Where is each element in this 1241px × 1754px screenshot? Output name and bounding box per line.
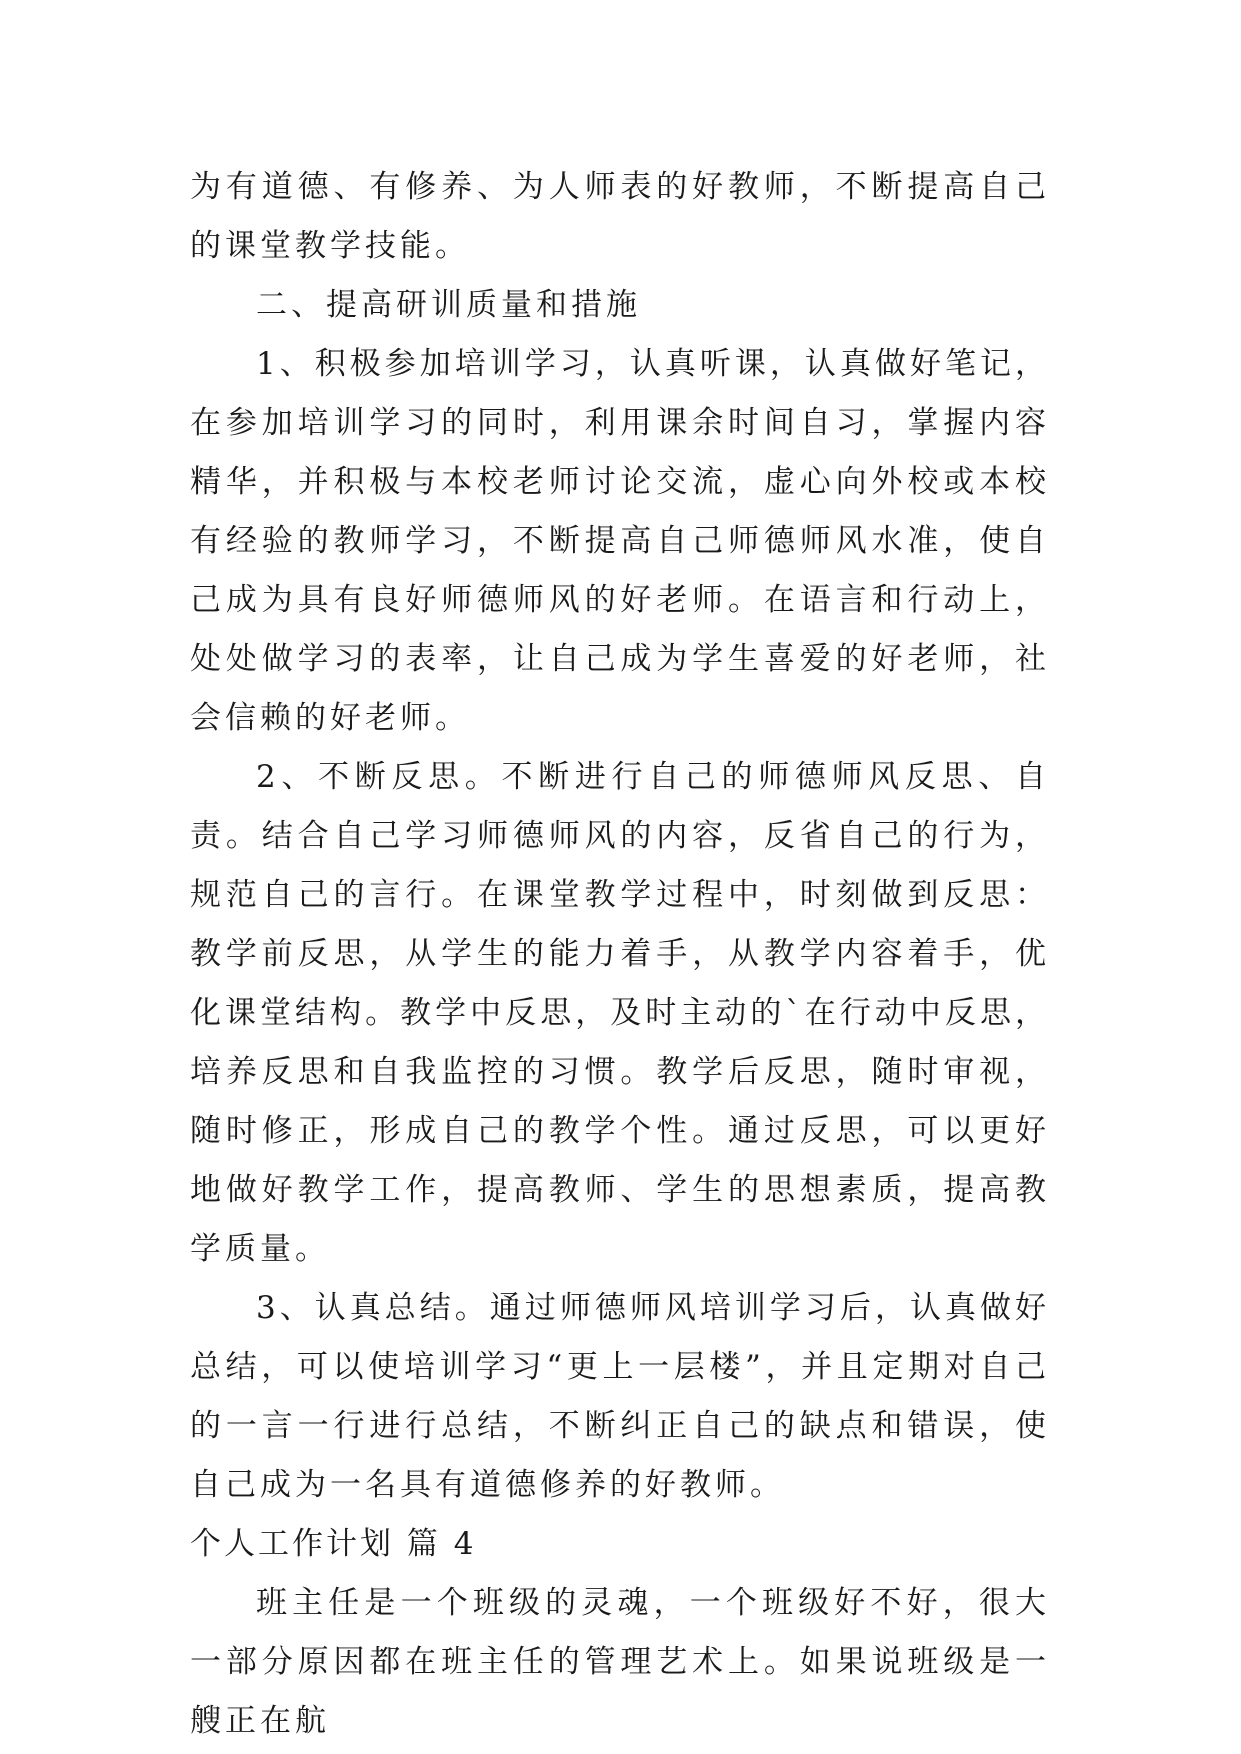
paragraph-intro-continuation: 为有道德、有修养、为人师表的好教师，不断提高自己的课堂教学技能。 [190, 169, 1050, 264]
paragraph-item-2: 2、不断反思。不断进行自己的师德师风反思、自责。结合自己学习师德师风的内容，反省自己的行为，规范自己的言行。在课堂教学过程中，时刻做到反思：教学前反思，从学生的能力着手，从教学内容着手，优化课堂结构。教学中反思，及时主动的`在行动中反思，培养反思和自我监控的习惯。教学后反思，随时审视，随时修正，形成自己的教学个性。通过反思，可以更好地做好教学工作，提高教师、学生的思想素质，提高教学质量。 [190, 759, 1050, 1267]
section-heading: 个人工作计划 篇 4 [190, 1526, 477, 1562]
section-subheading: 二、提高研训质量和措施 [256, 287, 641, 323]
paragraph-closing: 班主任是一个班级的灵魂，一个班级好不好，很大一部分原因都在班主任的管理艺术上。如果说班级是一艘正在航 [190, 1585, 1050, 1739]
paragraph-item-1: 1、积极参加培训学习，认真听课，认真做好笔记，在参加培训学习的同时，利用课余时间自习，掌握内容精华，并积极与本校老师讨论交流，虚心向外校或本校有经验的教师学习，不断提高自己师德师风水准，使自己成为具有良好师德师风的好老师。在语言和行动上，处处做学习的表率，让自己成为学生喜爱的好老师，社会信赖的好老师。 [190, 346, 1050, 736]
document-body [190, 158, 1050, 1751]
paragraph-item-3: 3、认真总结。通过师德师风培训学习后，认真做好总结，可以使培训学习“更上一层楼”，并且定期对自己的一言一行进行总结，不断纠正自己的缺点和错误，使自己成为一名具有道德修养的好教师。 [190, 1290, 1050, 1503]
